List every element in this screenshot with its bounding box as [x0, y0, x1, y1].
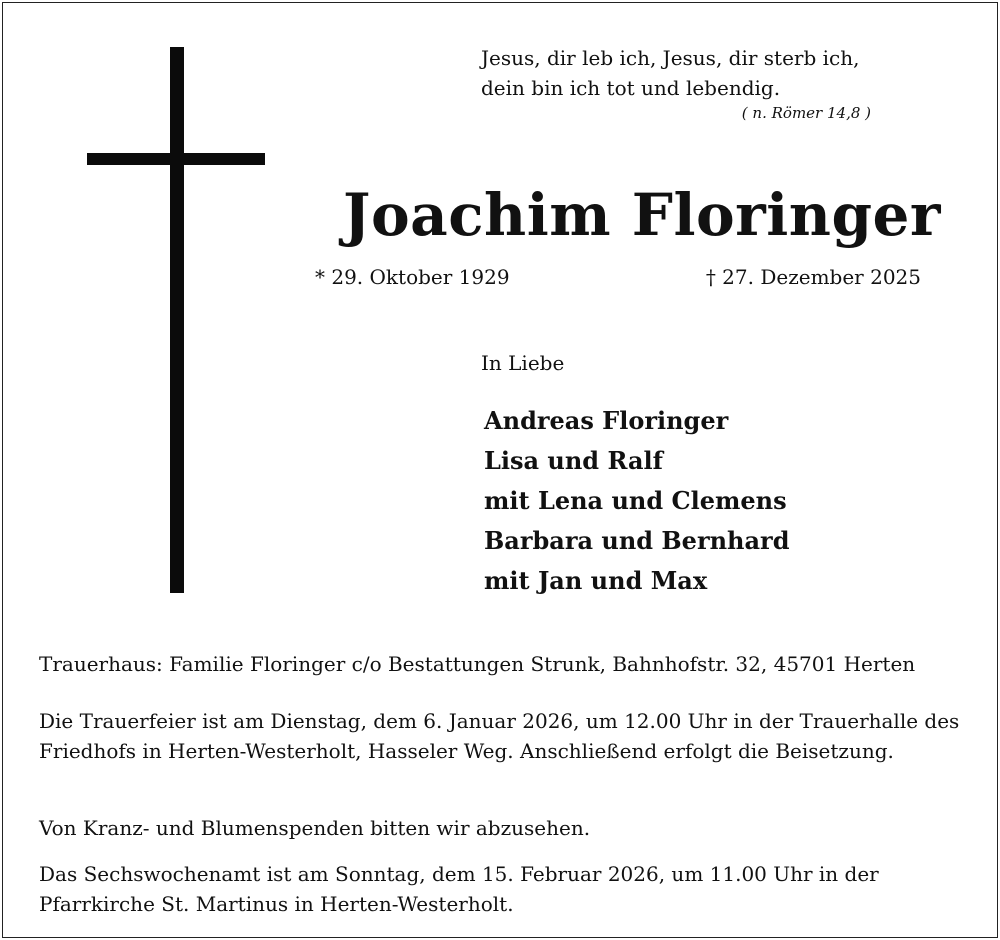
mourner-name: mit Jan und Max [484, 566, 708, 595]
verse-reference: ( n. Römer 14,8 ) [741, 104, 871, 122]
mourner-name: Lisa und Ralf [484, 446, 663, 475]
death-date: † 27. Dezember 2025 [705, 265, 921, 289]
requiem-info: Das Sechswochenamt ist am Sonntag, dem 15. Februar 2026, um 11.00 Uhr in der Pfarrkirche St. Martinus in Herten-Westerholt. [39, 862, 879, 916]
mourners-list [484, 401, 789, 601]
flowers-info: Von Kranz- und Blumenspenden bitten wir abzusehen. [39, 816, 591, 840]
funeral-info: Die Trauerfeier ist am Dienstag, dem 6. Januar 2026, um 12.00 Uhr in der Trauerhalle des Friedhofs in Herten-Westerholt, Hasseler Weg. Anschließend erfolgt die Beisetzung. [39, 709, 960, 763]
mourner-name: mit Lena und Clemens [484, 486, 787, 515]
verse-line-2: dein bin ich tot und lebendig. [481, 76, 781, 100]
verse-line-1: Jesus, dir leb ich, Jesus, dir sterb ich, [481, 46, 860, 70]
cross-icon [170, 47, 184, 593]
birth-date: * 29. Oktober 1929 [315, 265, 510, 289]
mourner-name: Barbara und Bernhard [484, 526, 790, 555]
cross-icon-crossbar [87, 153, 265, 165]
bible-verse [481, 43, 859, 103]
mourning-house-info: Trauerhaus: Familie Floringer c/o Bestattungen Strunk, Bahnhofstr. 32, 45701 Herten [39, 652, 916, 676]
mourner-name: Andreas Floringer [484, 406, 729, 435]
obituary-notice [2, 2, 998, 938]
mourners-intro: In Liebe [481, 351, 565, 375]
deceased-name: Joachim Floringer [343, 181, 941, 249]
